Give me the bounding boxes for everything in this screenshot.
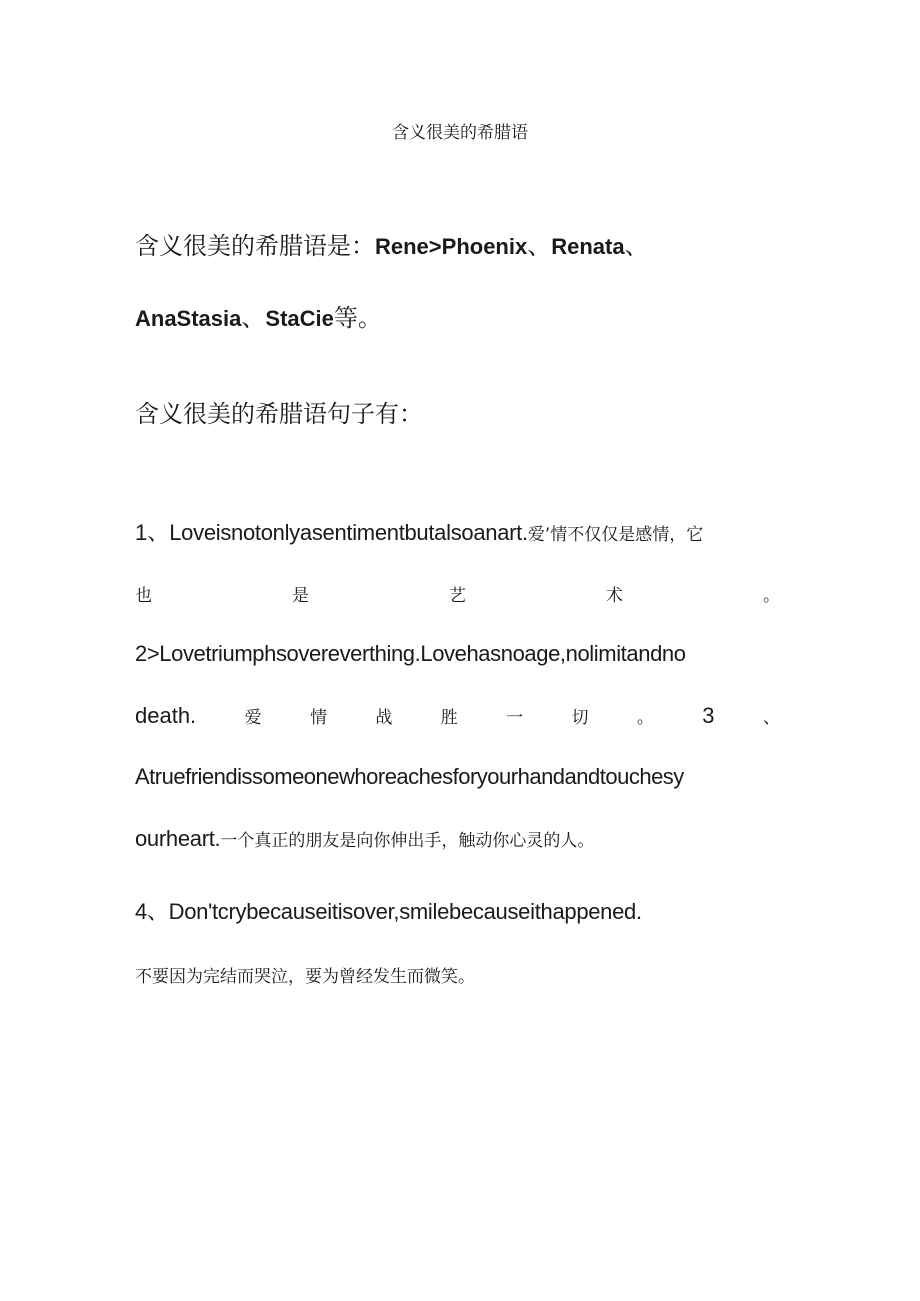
item-1-line — [135, 516, 703, 547]
intro-line-1 — [135, 226, 649, 261]
item-4-chinese: 不要因为完结而哭泣，要为曾经发生而微笑。 — [135, 967, 475, 987]
item-2-spread-line — [135, 703, 780, 729]
spread-char: 。 — [636, 708, 654, 728]
item-2-english: 2>Lovetriumphsovereverthing.Lovehasnoage,nolimitandno — [135, 641, 686, 666]
spread-char: 切 — [571, 708, 589, 728]
intro-line-2 — [135, 298, 382, 333]
intro-separator-2: 、 — [624, 232, 649, 260]
spread-char: 一 — [506, 708, 524, 728]
intro-separator-3: 、 — [241, 304, 266, 332]
spread-char: 是 — [292, 586, 309, 606]
intro-name-4: StaCie — [265, 306, 334, 331]
spread-char: 术 — [606, 586, 623, 606]
sentences-subheading: 含义很美的希腊语句子有： — [135, 400, 423, 428]
item-4-english: 4、Don'tcrybecauseitisover,smilebecauseithappened. — [135, 899, 642, 924]
item-1-spread-line — [135, 581, 780, 606]
spread-char: 胜 — [440, 708, 458, 728]
spread-word: death. — [135, 703, 197, 728]
item-3-line-2 — [135, 826, 594, 852]
spread-char: 战 — [375, 708, 393, 728]
spread-char: 爱 — [244, 708, 262, 728]
spread-number: 3 — [702, 703, 715, 728]
spread-char: 、 — [762, 708, 780, 728]
item-1-number: 1、 — [135, 520, 170, 545]
intro-name-2: Renata — [551, 234, 625, 259]
spread-char: 情 — [309, 708, 327, 728]
spread-char: 艺 — [449, 586, 466, 606]
intro-name-1: Rene>Phoenix — [375, 234, 528, 259]
intro-lead: 含义很美的希腊语是： — [135, 232, 375, 260]
item-3-english-line-2: ourheart. — [135, 826, 221, 851]
intro-separator-1: 、 — [527, 232, 552, 260]
intro-tail: 等。 — [333, 304, 382, 332]
item-1-chinese: 爱’情不仅仅是感情，它 — [527, 525, 704, 545]
item-1-english: Loveisnotonlyasentimentbutalsoanart. — [169, 520, 528, 545]
document-title: 含义很美的希腊语 — [392, 123, 528, 143]
spread-char: 。 — [763, 586, 780, 606]
item-3-chinese: 一个真正的朋友是向你伸出手，触动你心灵的人。 — [220, 831, 595, 851]
spread-char: 也 — [135, 586, 152, 606]
item-3-english-line-1: Atruefriendissomeonewhoreachesforyourhandandtouchesy — [135, 764, 684, 789]
intro-name-3: AnaStasia — [135, 306, 242, 331]
